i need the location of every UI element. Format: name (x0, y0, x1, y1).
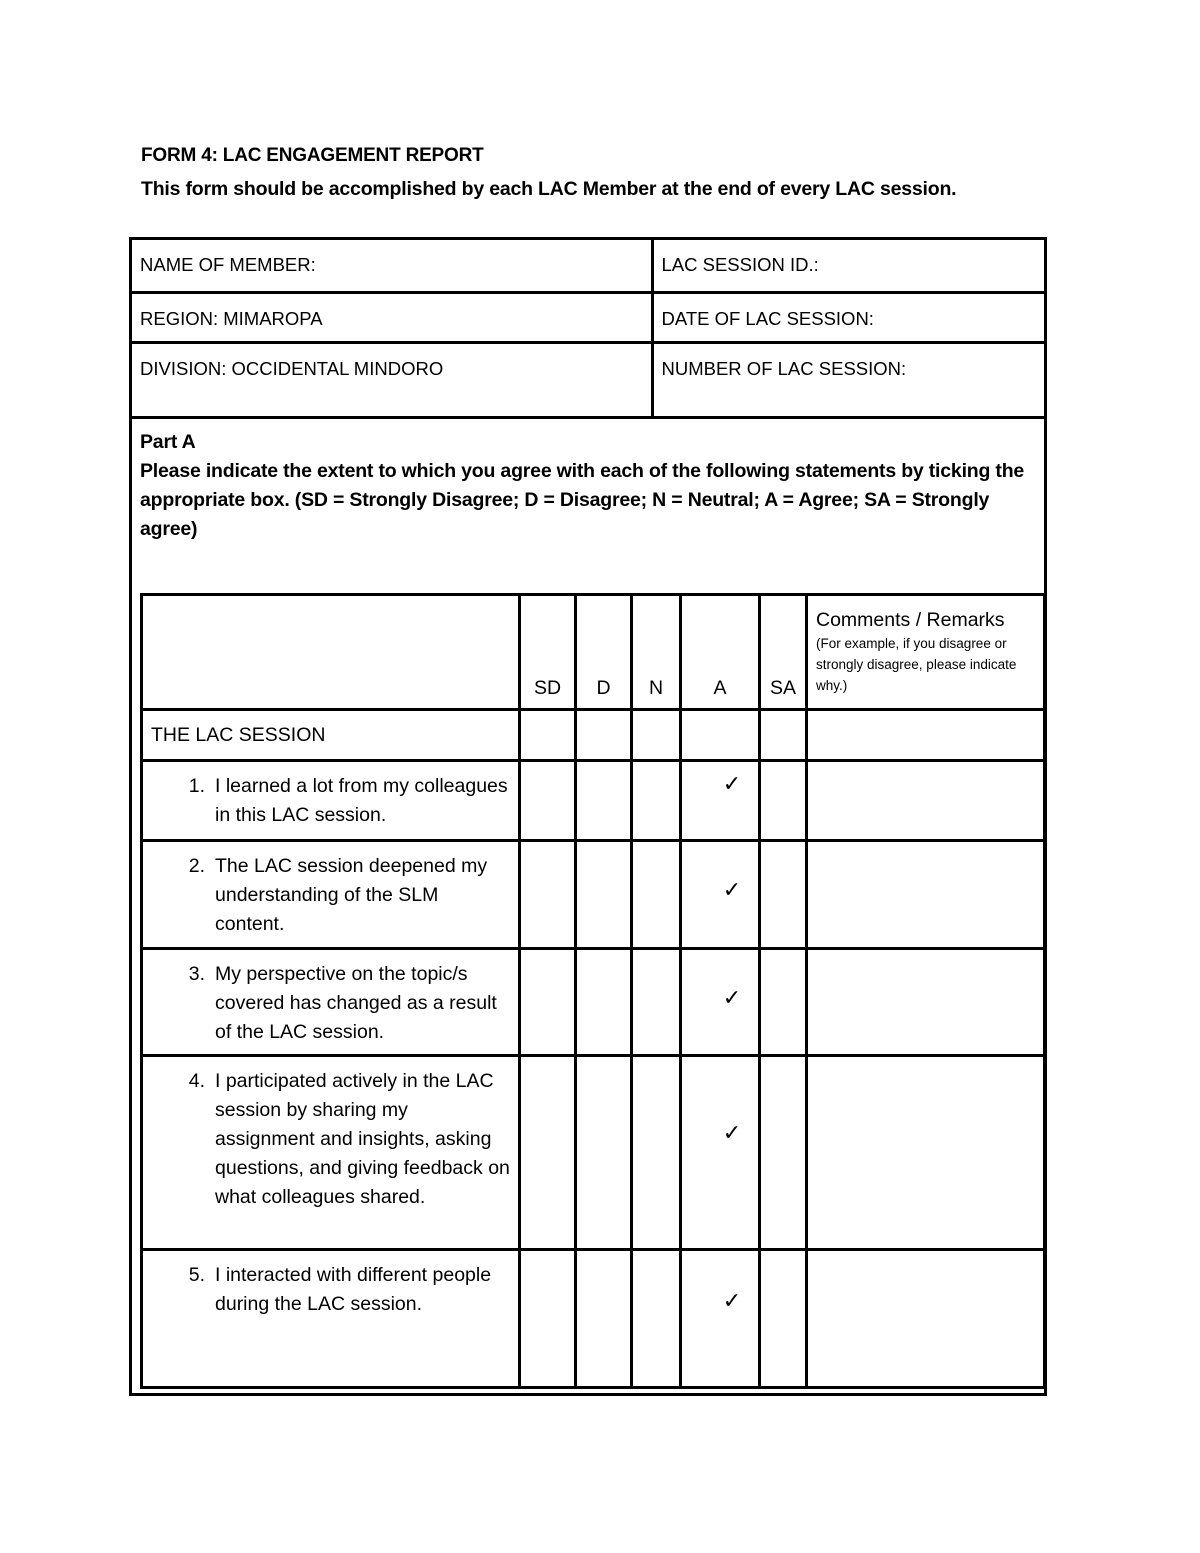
comments-cell[interactable] (807, 1056, 1045, 1250)
rating-n-checkbox[interactable] (632, 1056, 681, 1250)
region-field[interactable]: REGION: MIMAROPA (132, 292, 652, 342)
form-title: FORM 4: LAC ENGAGEMENT REPORT (141, 145, 484, 166)
part-a-section (140, 428, 1040, 544)
table-row (142, 949, 1045, 1056)
check-mark-icon: ✓ (722, 1289, 742, 1314)
date-of-session-field[interactable]: DATE OF LAC SESSION: (652, 292, 1044, 342)
scale-header-a: A (681, 595, 760, 710)
rating-table (140, 593, 1046, 1389)
table-row (142, 1250, 1045, 1388)
check-mark-icon: ✓ (722, 986, 742, 1011)
statement-cell (142, 761, 520, 841)
empty-cell (807, 710, 1045, 761)
rating-a-checkbox[interactable] (681, 1250, 760, 1388)
rating-d-checkbox[interactable] (576, 1056, 632, 1250)
report-form (129, 237, 1047, 1396)
rating-a-checkbox[interactable] (681, 949, 760, 1056)
part-a-instructions: Please indicate the extent to which you agree with each of the following statements by ticking the appropriate box. (SD = Strongly Disagree; D = Disagree; N = Neutral; A = Agree; SA = Strongly agree) (140, 460, 1025, 540)
rating-sd-checkbox[interactable] (520, 1250, 576, 1388)
statement-text: I interacted with different people during the LAC session. (215, 1264, 492, 1315)
empty-cell (576, 710, 632, 761)
comments-note: (For example, if you disagree or strongly disagree, please indicate why.) (816, 636, 1017, 693)
comments-title: Comments / Remarks (816, 609, 1005, 631)
statement-cell (142, 1056, 520, 1250)
scale-header-sd: SD (520, 595, 576, 710)
rating-header-row (142, 595, 1045, 710)
table-row (142, 1056, 1045, 1250)
rating-n-checkbox[interactable] (632, 841, 681, 949)
rating-n-checkbox[interactable] (632, 949, 681, 1056)
empty-cell (760, 710, 807, 761)
statement-text: The LAC session deepened my understanding of the SLM content. (215, 855, 488, 935)
comments-cell[interactable] (807, 1250, 1045, 1388)
statement-text: I learned a lot from my colleagues in this LAC session. (215, 775, 508, 826)
scale-header-sa: SA (760, 595, 807, 710)
statement-cell (142, 949, 520, 1056)
rating-n-checkbox[interactable] (632, 761, 681, 841)
table-row (142, 761, 1045, 841)
rating-a-checkbox[interactable] (681, 1056, 760, 1250)
statement-header (142, 595, 520, 710)
rating-sa-checkbox[interactable] (760, 761, 807, 841)
comments-cell[interactable] (807, 949, 1045, 1056)
comments-cell[interactable] (807, 761, 1045, 841)
comments-header (807, 595, 1045, 710)
section-row (142, 710, 1045, 761)
statement-cell (142, 841, 520, 949)
statement-number: 3. (188, 963, 205, 985)
statement-number: 4. (188, 1070, 205, 1092)
statement-number: 5. (188, 1264, 205, 1286)
rating-d-checkbox[interactable] (576, 949, 632, 1056)
rating-sa-checkbox[interactable] (760, 1056, 807, 1250)
check-mark-icon: ✓ (722, 1121, 742, 1146)
statement-text: My perspective on the topic/s covered has changed as a result of the LAC session. (215, 963, 497, 1043)
scale-header-n: N (632, 595, 681, 710)
part-a-heading: Part A (140, 431, 196, 453)
rating-a-checkbox[interactable] (681, 761, 760, 841)
rating-d-checkbox[interactable] (576, 1250, 632, 1388)
table-row (142, 841, 1045, 949)
empty-cell (632, 710, 681, 761)
check-mark-icon: ✓ (722, 772, 742, 797)
statement-number: 1. (188, 775, 205, 797)
rating-d-checkbox[interactable] (576, 761, 632, 841)
check-mark-icon: ✓ (722, 878, 742, 903)
rating-d-checkbox[interactable] (576, 841, 632, 949)
division-field[interactable]: DIVISION: OCCIDENTAL MINDORO (132, 342, 652, 417)
rating-sd-checkbox[interactable] (520, 761, 576, 841)
section-label: THE LAC SESSION (142, 710, 520, 761)
statement-number: 2. (188, 855, 205, 877)
comments-cell[interactable] (807, 841, 1045, 949)
rating-sa-checkbox[interactable] (760, 949, 807, 1056)
member-info-table (132, 240, 1044, 419)
rating-sd-checkbox[interactable] (520, 1056, 576, 1250)
rating-sa-checkbox[interactable] (760, 1250, 807, 1388)
number-of-session-field[interactable]: NUMBER OF LAC SESSION: (652, 342, 1044, 417)
rating-a-checkbox[interactable] (681, 841, 760, 949)
lac-session-id-field[interactable]: LAC SESSION ID.: (652, 240, 1044, 292)
scale-header-d: D (576, 595, 632, 710)
rating-n-checkbox[interactable] (632, 1250, 681, 1388)
statement-cell (142, 1250, 520, 1388)
rating-sd-checkbox[interactable] (520, 841, 576, 949)
empty-cell (681, 710, 760, 761)
statement-text: I participated actively in the LAC session by sharing my assignment and insights, asking questions, and giving feedback on what colleagues shared. (215, 1070, 510, 1208)
empty-cell (520, 710, 576, 761)
form-subtitle: This form should be accomplished by each LAC Member at the end of every LAC session. (141, 178, 957, 200)
rating-sa-checkbox[interactable] (760, 841, 807, 949)
rating-sd-checkbox[interactable] (520, 949, 576, 1056)
name-of-member-field[interactable]: NAME OF MEMBER: (132, 240, 652, 292)
